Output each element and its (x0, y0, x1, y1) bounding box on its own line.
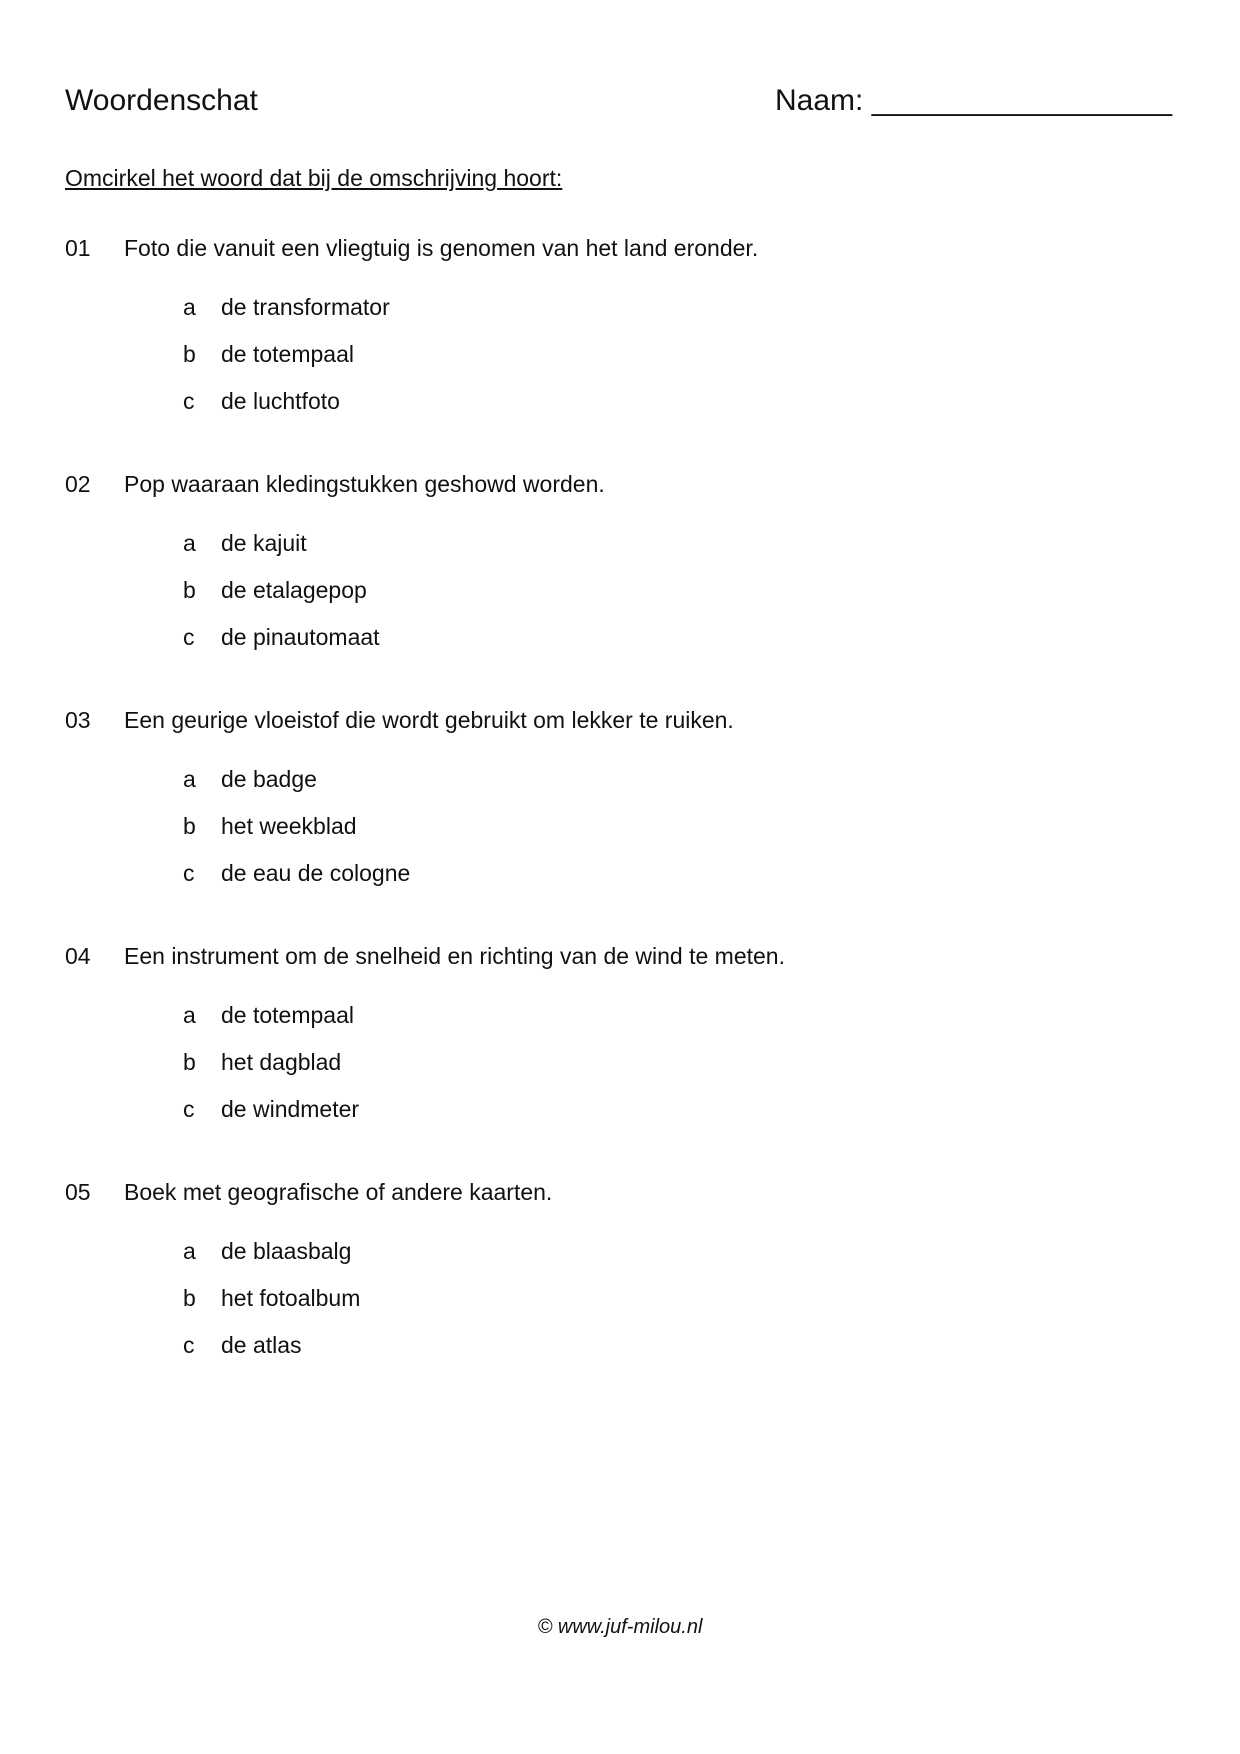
option-text[interactable]: het fotoalbum (221, 1285, 361, 1311)
name-field-label: Naam: __________________ (775, 84, 1173, 117)
worksheet-title: Woordenschat (65, 84, 258, 117)
option-text[interactable]: de transformator (221, 294, 390, 320)
question-number: 02 (65, 471, 91, 497)
question-text: Een instrument om de snelheid en richting van de wind te meten. (124, 943, 785, 969)
option-letter: b (183, 813, 196, 839)
question-number: 03 (65, 707, 91, 733)
option-text[interactable]: de atlas (221, 1332, 302, 1358)
question-number: 05 (65, 1179, 91, 1205)
option-text[interactable]: de badge (221, 766, 317, 792)
option-letter: c (183, 624, 195, 650)
option-text[interactable]: de totempaal (221, 341, 354, 367)
option-letter: b (183, 341, 196, 367)
option-letter: a (183, 1002, 196, 1028)
option-letter: c (183, 1096, 195, 1122)
option-text[interactable]: de blaasbalg (221, 1238, 352, 1264)
instruction-text: Omcirkel het woord dat bij de omschrijving hoort: (65, 165, 563, 191)
option-letter: b (183, 1285, 196, 1311)
option-text[interactable]: de pinautomaat (221, 624, 380, 650)
question-text: Een geurige vloeistof die wordt gebruikt om lekker te ruiken. (124, 707, 734, 733)
option-text[interactable]: de luchtfoto (221, 388, 340, 414)
option-text[interactable]: de etalagepop (221, 577, 367, 603)
option-letter: a (183, 766, 196, 792)
question-text: Boek met geografische of andere kaarten. (124, 1179, 553, 1205)
option-text[interactable]: het dagblad (221, 1049, 342, 1075)
option-letter: a (183, 1238, 196, 1264)
option-letter: a (183, 530, 196, 556)
option-text[interactable]: de totempaal (221, 1002, 354, 1028)
option-letter: c (183, 388, 195, 414)
question-text: Pop waaraan kledingstukken geshowd worden. (124, 471, 605, 497)
option-letter: b (183, 1049, 196, 1075)
option-text[interactable]: de windmeter (221, 1096, 360, 1122)
option-text[interactable]: de eau de cologne (221, 860, 411, 886)
option-letter: b (183, 577, 196, 603)
option-letter: c (183, 1332, 195, 1358)
question-number: 04 (65, 943, 91, 969)
question-text: Foto die vanuit een vliegtuig is genomen van het land eronder. (124, 235, 759, 261)
question-number: 01 (65, 235, 91, 261)
option-letter: c (183, 860, 195, 886)
option-letter: a (183, 294, 196, 320)
option-text[interactable]: de kajuit (221, 530, 307, 556)
option-text[interactable]: het weekblad (221, 813, 357, 839)
copyright-footer: © www.juf-milou.nl (537, 1616, 703, 1638)
